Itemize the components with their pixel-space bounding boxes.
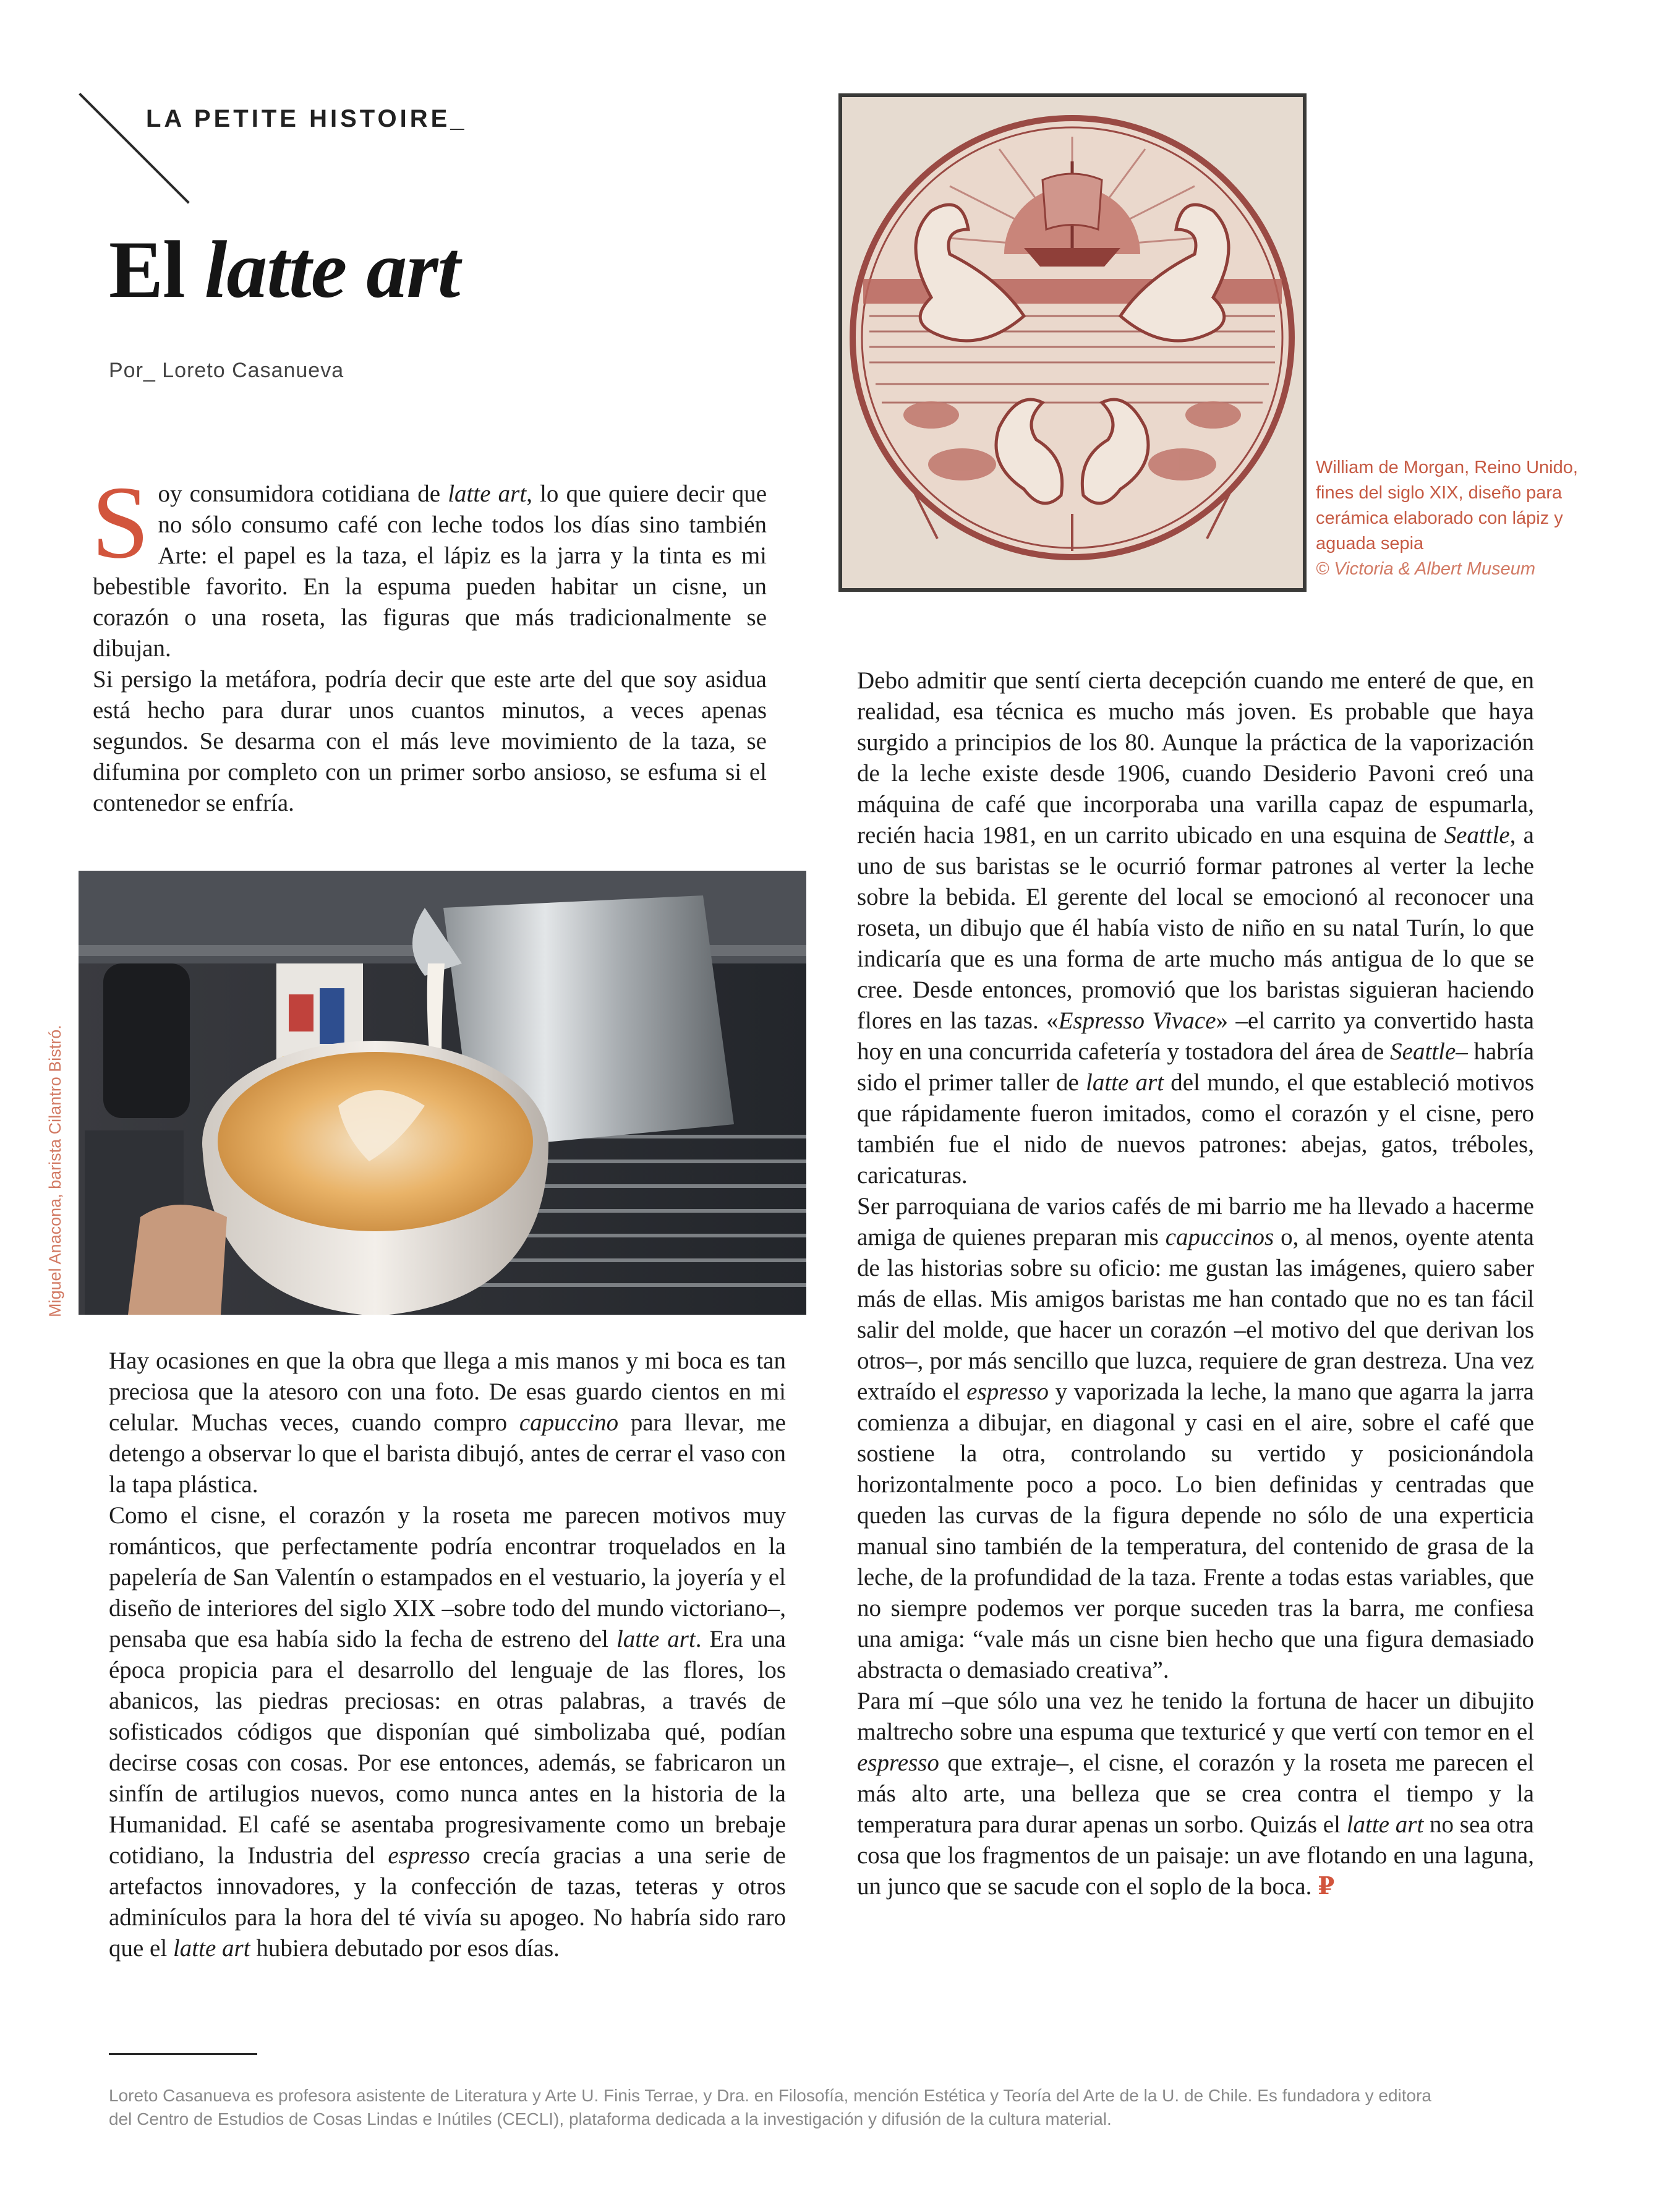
footnote-rule	[109, 2053, 257, 2055]
text-run: Como el cisne, el corazón y la roseta me parecen motivos muy románticos, que perfectamente podría encontrar troquelados en la papelería de San Valentín o estampados en el vestuario, la joyería y el diseño de interiores del siglo XIX –sobre todo del mundo victoriano–, pensaba que esa había sido la fecha de estreno del	[109, 1502, 786, 1652]
italic-term: latte art	[1086, 1069, 1164, 1096]
footnote-line-1: Loreto Casanueva es profesora asistente de Literatura y Arte U. Finis Terrae, y Dra. en Filosofía, mención Estética y Teoría del Arte de la U. de Chile. Es fundadora y editora	[109, 2086, 1431, 2105]
right-column-text	[857, 665, 1534, 1902]
italic-term: espresso	[966, 1378, 1049, 1405]
text-run: hubiera debutado por esos días.	[250, 1935, 560, 1962]
text-run: para llevar, me detengo a observar lo que el barista dibujó, antes de cerrar el vaso con la tapa plástica.	[109, 1409, 786, 1498]
italic-term: latte art	[448, 480, 527, 507]
text-run: o, al menos, oyente atenta de las historias sobre su oficio: me gustan las imágenes, quiero saber más de ellas. Mis amigos baristas me han contado que no es tan fácil salir del molde, que hacer un corazón –el motivo del que derivan los otros–, por más sencillo que luzca, requiere de gran destreza. Una vez extraído el	[857, 1224, 1534, 1405]
photo-credit: Miguel Anacona, barista Cilantro Bistró.	[46, 1025, 64, 1317]
tile-caption-credit: © Victoria & Albert Museum	[1316, 559, 1535, 579]
text-run: Si persigo la metáfora, podría decir que este arte del que soy asidua está hecho para durar unos cuantos minutos, a veces apenas segundos. Se desarma con el más leve movimiento de la taza, se difumina por completo con un primer sorbo ansioso, se esfuma si el contenedor se enfría.	[93, 666, 767, 816]
text-run: crecía gracias a una serie de artefactos innovadores, y la confección de tazas, teteras y otros adminículos para la hora del té vivía su apogeo. No habría sido raro que el	[109, 1842, 786, 1962]
italic-term: espresso	[857, 1749, 939, 1776]
italic-term: latte art	[173, 1935, 250, 1962]
text-run: del mundo, el que estableció motivos que rápidamente fueron imitados, como el corazón y el cisne, pero también fue el nido de nuevos patrones: abejas, gatos, tréboles, caricaturas.	[857, 1069, 1534, 1189]
text-run: Hay ocasiones en que la obra que llega a mis manos y mi boca es tan preciosa que la atesoro con una foto. De esas guardo cientos en mi celular. Muchas veces, cuando compro	[109, 1347, 786, 1436]
text-run: Para mí –que sólo una vez he tenido la fortuna de hacer un dibujito maltrecho sobre una espuma que texturicé y que vertí con temor en el	[857, 1688, 1534, 1745]
text-run: » –el carrito ya convertido hasta hoy en una concurrida cafetería y tostadora del área de	[857, 1007, 1534, 1065]
left-paragraph-2	[109, 1500, 786, 1964]
italic-term: Seattle	[1444, 822, 1510, 848]
right-paragraph-2	[857, 1191, 1534, 1686]
ceramic-tile-illustration	[838, 93, 1307, 592]
italic-term: latte art	[616, 1626, 696, 1652]
italic-term: espresso	[388, 1842, 471, 1869]
text-run: , lo que quiere decir que no sólo consumo café con leche todos los días sino también Arte: el papel es la taza, el lápiz es la jarra y la tinta es mi bebestible favorito. En la espuma pueden habitar un cisne, un corazón o una roseta, las figuras que más tradicionalmente se dibujan.	[93, 480, 767, 662]
text-run: . Era una época propicia para el desarrollo del lenguaje de las flores, los abanicos, las piedras preciosas: en otras palabras, a través de sofisticados códigos que disponían qué simbolizaba qué, podían decirse cosas con cosas. Por ese entonces, además, se fabricaron un sinfín de artilugios nuevos, como nunca antes en la historia de la Humanidad. El café se asentaba progresivamente como un brebaje cotidiano, la Industria del	[109, 1626, 786, 1869]
text-run: Debo admitir que sentí cierta decepción cuando me enteré de que, en realidad, esa técnica es mucho más joven. Es probable que haya surgido a principios de los 80. Aunque la práctica de la vaporización de la leche existe desde 1906, cuando Desiderio Pavoni creó una máquina de café que incorporaba una varilla capaz de espumarla, recién hacia 1981, en un carrito ubicado en una esquina de	[857, 667, 1534, 848]
intro-text	[92, 465, 767, 819]
text-run: y vaporizada la leche, la mano que agarra la jarra comienza a dibujar, en diagonal y casi en el aire, sobre el café que sostiene la otra, controlando su vertido y posicionándola horizontalmente poco a poco. Lo bien definidas y centradas que queden las curvas de la figura depende no sólo de una experticia manual sino también de la temperatura, del contenido de grasa de la leche, de la profundidad de la taza. Frente a todas estas variables, que no siempre podemos ver porque suceden tras la barra, me confiesa una amiga: “vale más un cisne bien hecho que una figura demasiado abstracta o demasiado creativa”.	[857, 1378, 1534, 1683]
text-run: – habría sido el primer taller de	[857, 1038, 1534, 1096]
end-mark-icon: ₽	[1318, 1873, 1335, 1900]
text-run: no sea otra cosa que los fragmentos de un paisaje: un ave flotando en una laguna, un junco que se sacude con el soplo de la boca.	[857, 1811, 1534, 1900]
intro-paragraph-2	[93, 664, 767, 819]
italic-term: Espresso Vivace	[1058, 1007, 1216, 1034]
left-lower-text	[109, 1346, 786, 1964]
italic-term: capuccino	[519, 1409, 619, 1436]
tile-caption-text: William de Morgan, Reino Unido, fines del siglo XIX, diseño para cerámica elaborado con lápiz y aguada sepia	[1316, 458, 1578, 553]
right-paragraph-3	[857, 1686, 1534, 1902]
section-label: LA PETITE HISTOIRE_	[146, 105, 467, 132]
title-plain: El	[109, 224, 205, 315]
right-paragraph-1	[857, 665, 1534, 1191]
italic-term: capuccinos	[1165, 1224, 1274, 1250]
intro-paragraph-1	[92, 465, 767, 664]
italic-term: latte art	[1346, 1811, 1424, 1838]
footnote-line-2: del Centro de Estudios de Cosas Lindas e Inútiles (CECLI), plataforma dedicada a la investigación y difusión de la cultura material.	[109, 2109, 1112, 2129]
tile-caption	[1316, 455, 1606, 582]
text-run: oy consumidora cotidiana de	[158, 480, 448, 507]
article-title	[109, 224, 460, 315]
italic-term: Seattle	[1390, 1038, 1456, 1065]
text-run: que extraje–, el cisne, el corazón y la roseta me parecen el más alto arte, una belleza que se crea contra el tiempo y la temperatura para durar apenas un sorbo. Quizás el	[857, 1749, 1534, 1838]
title-italic: latte art	[204, 224, 460, 315]
left-paragraph-1	[109, 1346, 786, 1500]
byline: Por_ Loreto Casanueva	[109, 359, 344, 382]
latte-pour-photo	[79, 871, 806, 1315]
text-run: Ser parroquiana de varios cafés de mi barrio me ha llevado a hacerme amiga de quienes preparan mis	[857, 1193, 1534, 1250]
author-footnote	[109, 2084, 1469, 2131]
text-run: , a uno de sus baristas se le ocurrió formar patrones al verter la leche sobre la bebida. El gerente del local se emocionó al reconocer una roseta, un dibujo que él había visto de niño en su natal Turín, lo que indicaría que es una forma de arte mucho más antigua de lo que se cree. Desde entonces, promovió que los baristas siguieran haciendo flores en las tazas. «	[857, 822, 1534, 1034]
drop-cap: S	[92, 465, 150, 580]
